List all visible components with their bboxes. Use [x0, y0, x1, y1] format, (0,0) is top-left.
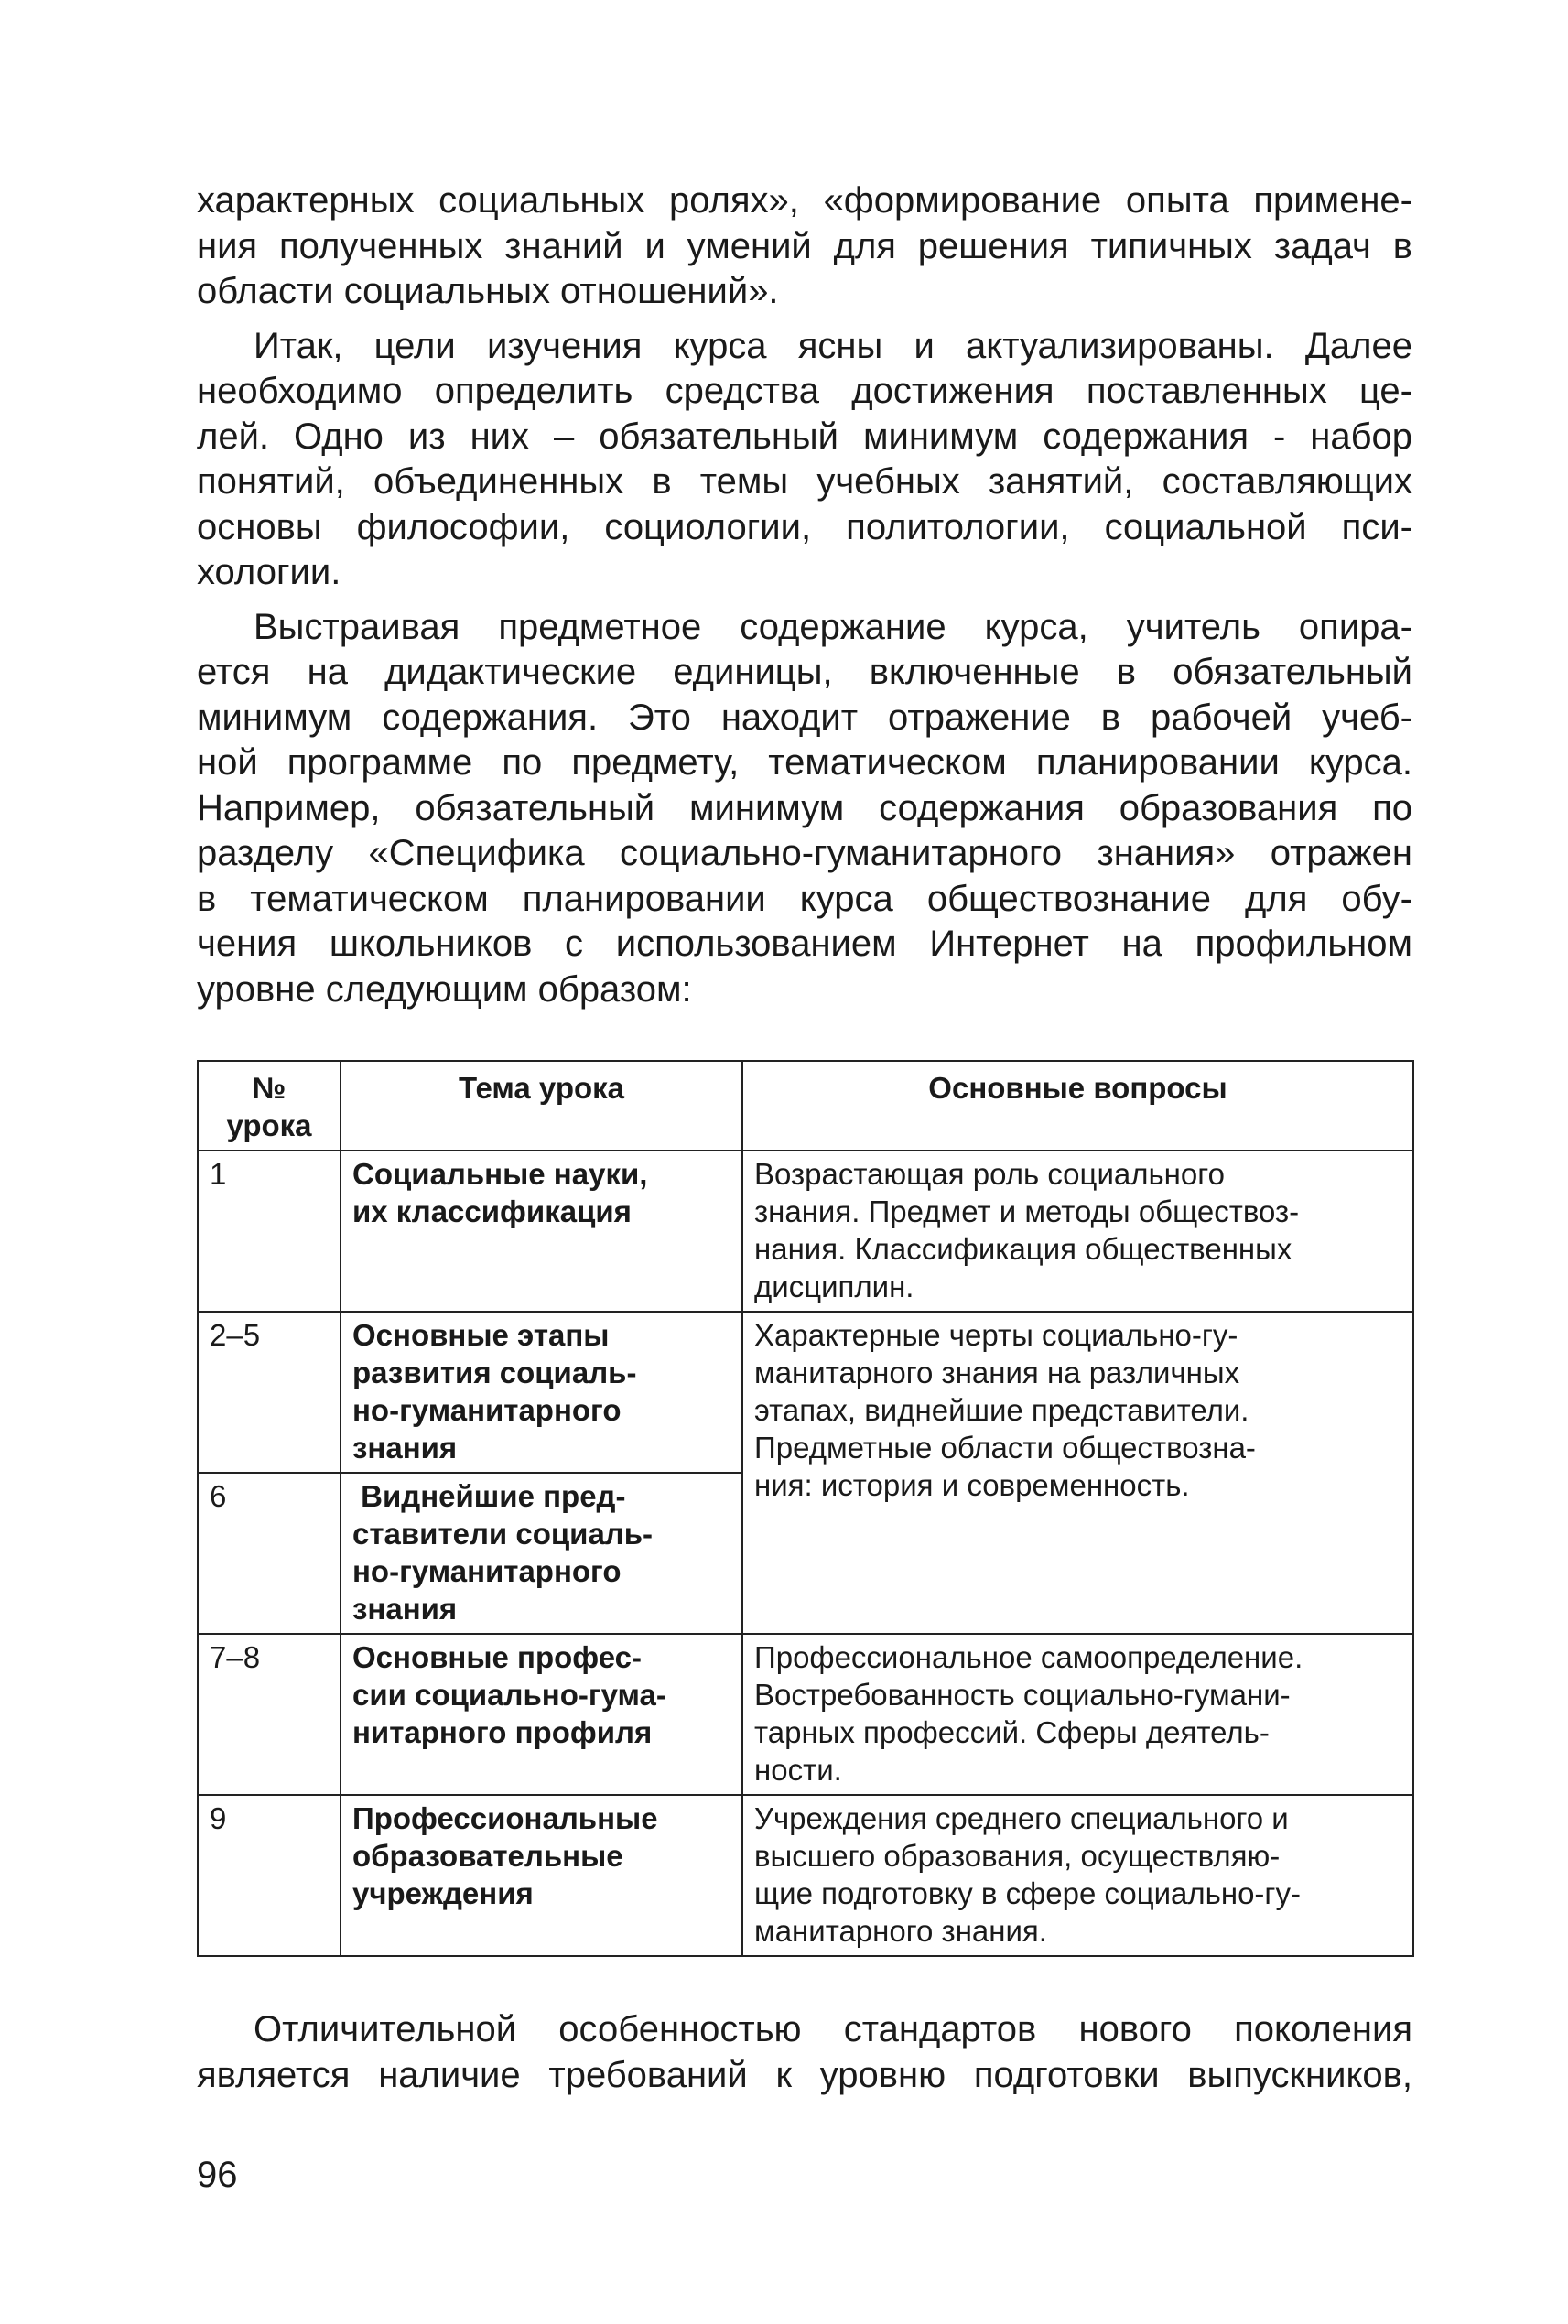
paragraph-2: [197, 324, 1412, 596]
text-line: области социальных отношений».: [197, 271, 779, 311]
text-line: ной программе по предмету, тематическом планировании курса.: [197, 742, 1412, 783]
lesson-questions: [742, 1312, 1413, 1634]
question-line: Востребованность социально-гумани-: [754, 1678, 1291, 1712]
lesson-topic: [341, 1151, 742, 1312]
header-lesson-number: [198, 1061, 341, 1151]
text-line: в тематическом планировании курса обществознание для обу-: [197, 878, 1412, 919]
text-line: Выстраивая предметное содержание курса, учитель опира-: [254, 606, 1412, 647]
topic-line: учреждения: [352, 1876, 534, 1910]
lesson-number: 6: [198, 1473, 341, 1634]
lesson-questions: [742, 1634, 1413, 1795]
topic-line: ставители социаль-: [352, 1517, 654, 1551]
question-line: щие подготовку в сфере социально-гу-: [754, 1876, 1301, 1910]
lesson-plan-table: [197, 1060, 1414, 1957]
topic-line: образовательные: [352, 1839, 623, 1873]
question-line: этапах, виднейшие представители.: [754, 1393, 1249, 1427]
lesson-number: 2–5: [198, 1312, 341, 1473]
table-header-row: [198, 1061, 1413, 1151]
topic-line: Социальные науки,: [352, 1157, 648, 1191]
text-line: разделу «Специфика социально-гуманитарного знания» отражен: [197, 833, 1412, 873]
topic-line: но-гуманитарного: [352, 1554, 622, 1588]
text-line: необходимо определить средства достижения поставленных це-: [197, 371, 1412, 411]
topic-line: Виднейшие пред-: [352, 1479, 626, 1513]
text-line: Например, обязательный минимум содержания образования по: [197, 787, 1412, 828]
question-line: Учреждения среднего специального и: [754, 1801, 1289, 1835]
question-line: манитарного знания на различных: [754, 1356, 1240, 1389]
header-questions: Основные вопросы: [742, 1061, 1413, 1151]
text-line: основы философии, социологии, политологии, социальной пси-: [197, 506, 1412, 547]
question-line: ния: история и современность.: [754, 1468, 1190, 1502]
topic-line: Профессиональные: [352, 1801, 658, 1835]
lesson-topic: [341, 1795, 742, 1956]
lesson-topic: [341, 1473, 742, 1634]
header-text: №: [252, 1071, 287, 1105]
header-text: урока: [226, 1108, 312, 1142]
text-line: ется на дидактические единицы, включенные в обязательный: [197, 652, 1412, 692]
topic-line: Основные этапы: [352, 1318, 610, 1352]
header-topic: Тема урока: [341, 1061, 742, 1151]
text-line: чения школьников с использованием Интернет на профильном: [197, 924, 1412, 964]
topic-line: сии социально-гума-: [352, 1678, 666, 1712]
text-line: является наличие требований к уровню подготовки выпускников,: [197, 2054, 1412, 2095]
paragraph-1: [197, 178, 1412, 315]
page-number: 96: [197, 2155, 238, 2195]
lesson-questions: [742, 1151, 1413, 1312]
topic-line: их классификация: [352, 1194, 632, 1228]
lesson-topic: [341, 1312, 742, 1473]
topic-line: нитарного профиля: [352, 1715, 653, 1749]
lesson-number: 9: [198, 1795, 341, 1956]
question-line: манитарного знания.: [754, 1914, 1047, 1948]
text-line: Отличительной особенностью стандартов нового поколения: [254, 2009, 1412, 2049]
question-line: высшего образования, осуществляю-: [754, 1839, 1281, 1873]
table-row: [198, 1312, 1413, 1473]
text-line: ния полученных знаний и умений для решения типичных задач в: [197, 225, 1412, 266]
question-line: Предметные области обществозна-: [754, 1431, 1256, 1465]
text-line: лей. Одно из них – обязательный минимум содержания - набор: [197, 416, 1412, 457]
text-line: хологии.: [197, 552, 341, 592]
text-line: минимум содержания. Это находит отражение в рабочей учеб-: [197, 697, 1412, 738]
question-line: ности.: [754, 1753, 842, 1787]
question-line: Возрастающая роль социального: [754, 1157, 1225, 1191]
body-text: [197, 178, 1412, 1021]
lesson-number: 7–8: [198, 1634, 341, 1795]
topic-line: но-гуманитарного: [352, 1393, 622, 1427]
question-line: знания. Предмет и методы обществоз-: [754, 1194, 1300, 1228]
question-line: тарных профессий. Сферы деятель-: [754, 1715, 1270, 1749]
text-line: Итак, цели изучения курса ясны и актуализированы. Далее: [254, 325, 1412, 366]
topic-line: знания: [352, 1592, 458, 1626]
question-line: нания. Классификация общественных: [754, 1232, 1292, 1266]
text-line: понятий, объединенных в темы учебных занятий, составляющих: [197, 461, 1412, 502]
table-row: [198, 1634, 1413, 1795]
closing-paragraph: [197, 2007, 1412, 2107]
lesson-topic: [341, 1634, 742, 1795]
topic-line: знания: [352, 1431, 458, 1465]
table-row: [198, 1151, 1413, 1312]
paragraph-4: [197, 2007, 1412, 2098]
lesson-questions: [742, 1795, 1413, 1956]
table-row: [198, 1795, 1413, 1956]
topic-line: Основные профес-: [352, 1640, 642, 1674]
topic-line: развития социаль-: [352, 1356, 637, 1389]
question-line: Характерные черты социально-гу-: [754, 1318, 1238, 1352]
paragraph-3: [197, 605, 1412, 1013]
question-line: дисциплин.: [754, 1270, 914, 1303]
text-line: характерных социальных ролях», «формирование опыта примене-: [197, 180, 1412, 221]
text-line: уровне следующим образом:: [197, 968, 692, 1010]
question-line: Профессиональное самоопределение.: [754, 1640, 1303, 1674]
lesson-number: 1: [198, 1151, 341, 1312]
